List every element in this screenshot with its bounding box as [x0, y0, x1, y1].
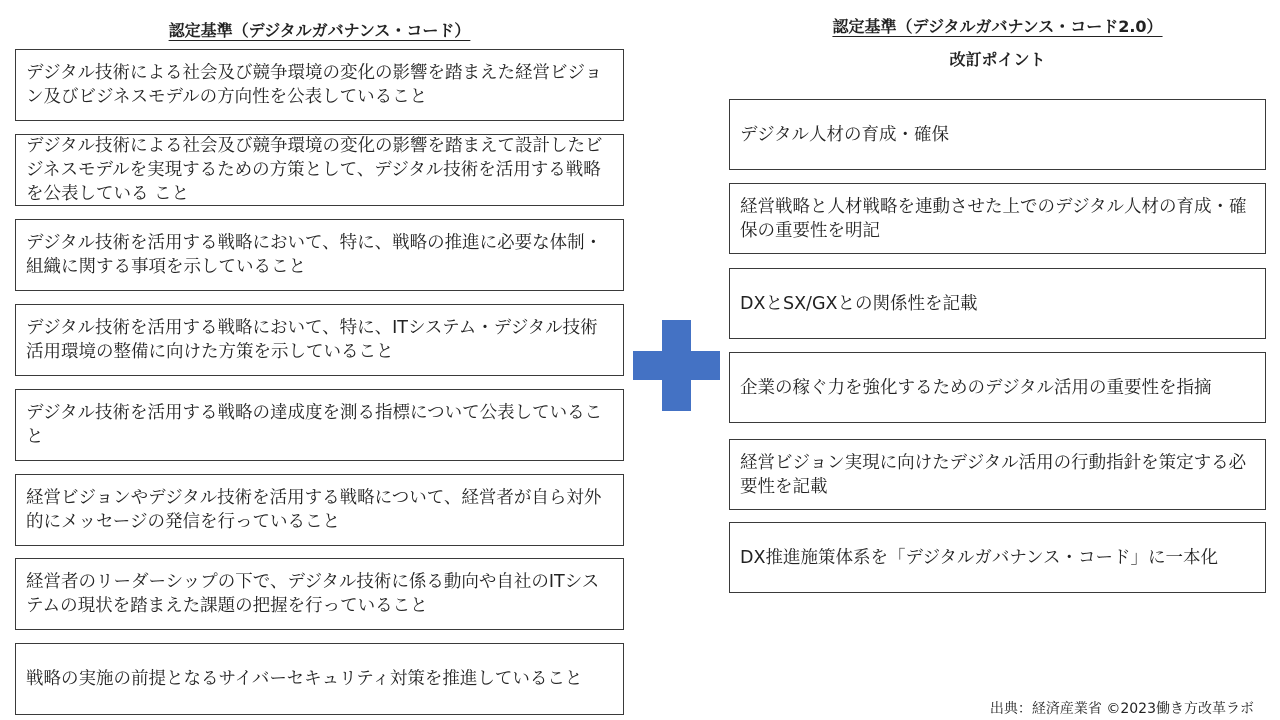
plus-horizontal-bar — [633, 351, 720, 380]
criteria-text: デジタル技術による社会及び競争環境の変化の影響を踏まえて設計したビジネスモデルを実現するための方策として、デジタル技術を活用する戦略を公表している こと — [26, 136, 603, 204]
plus-icon — [633, 320, 720, 411]
criteria-text: 経営ビジョンやデジタル技術を活用する戦略について、経営者が自ら対外的にメッセージの発信を行っていること — [26, 488, 602, 532]
criteria-box — [15, 389, 624, 461]
criteria-text: デジタル技術を活用する戦略の達成度を測る指標について公表していること — [26, 403, 603, 447]
criteria-box — [15, 643, 624, 715]
criteria-box — [15, 134, 624, 206]
criteria-text: 経営者のリーダーシップの下で、デジタル技術に係る動向や自社のITシステムの現状を踏まえた課題の把握を行っていること — [26, 572, 600, 616]
revision-point-box — [729, 268, 1266, 339]
criteria-text: 戦略の実施の前提となるサイバーセキュリティ対策を推進していること — [26, 669, 583, 689]
right-subheading: 改訂ポイント — [949, 50, 1046, 69]
revision-point-box — [729, 352, 1266, 423]
revision-point-text: 経営戦略と人材戦略を連動させた上でのデジタル人材の育成・確保の重要性を明記 — [740, 196, 1247, 241]
revision-point-box — [729, 183, 1266, 254]
left-heading: 認定基準（デジタルガバナンス・コード） — [168, 21, 471, 40]
criteria-box — [15, 474, 624, 546]
revision-point-box — [729, 522, 1266, 593]
criteria-box — [15, 304, 624, 376]
criteria-text: デジタル技術を活用する戦略において、特に、ITシステム・デジタル技術活用環境の整備に向けた方策を示していること — [26, 318, 598, 362]
revision-point-text: 経営ビジョン実現に向けたデジタル活用の行動指針を策定する必要性を記載 — [740, 452, 1247, 497]
revision-point-box — [729, 99, 1266, 170]
revision-point-text: 企業の稼ぐ力を強化するためのデジタル活用の重要性を指摘 — [740, 377, 1212, 398]
right-heading: 認定基準（デジタルガバナンス・コード2.0） — [832, 17, 1163, 36]
revision-point-box — [729, 439, 1266, 510]
revision-point-text: DX推進施策体系を「デジタルガバナンス・コード」に一本化 — [740, 547, 1219, 568]
criteria-box — [15, 219, 624, 291]
criteria-box — [15, 558, 624, 630]
criteria-box — [15, 49, 624, 121]
revision-point-text: DXとSX/GXとの関係性を記載 — [740, 293, 978, 314]
revision-point-text: デジタル人材の育成・確保 — [740, 124, 949, 145]
criteria-text: デジタル技術を活用する戦略において、特に、戦略の推進に必要な体制・組織に関する事項を示していること — [26, 233, 603, 277]
source-credit: 出典：経済産業省 ©2023働き方改革ラボ — [989, 701, 1254, 717]
criteria-text: デジタル技術による社会及び競争環境の変化の影響を踏まえた経営ビジョン及びビジネスモデルの方向性を公表していること — [26, 63, 603, 107]
